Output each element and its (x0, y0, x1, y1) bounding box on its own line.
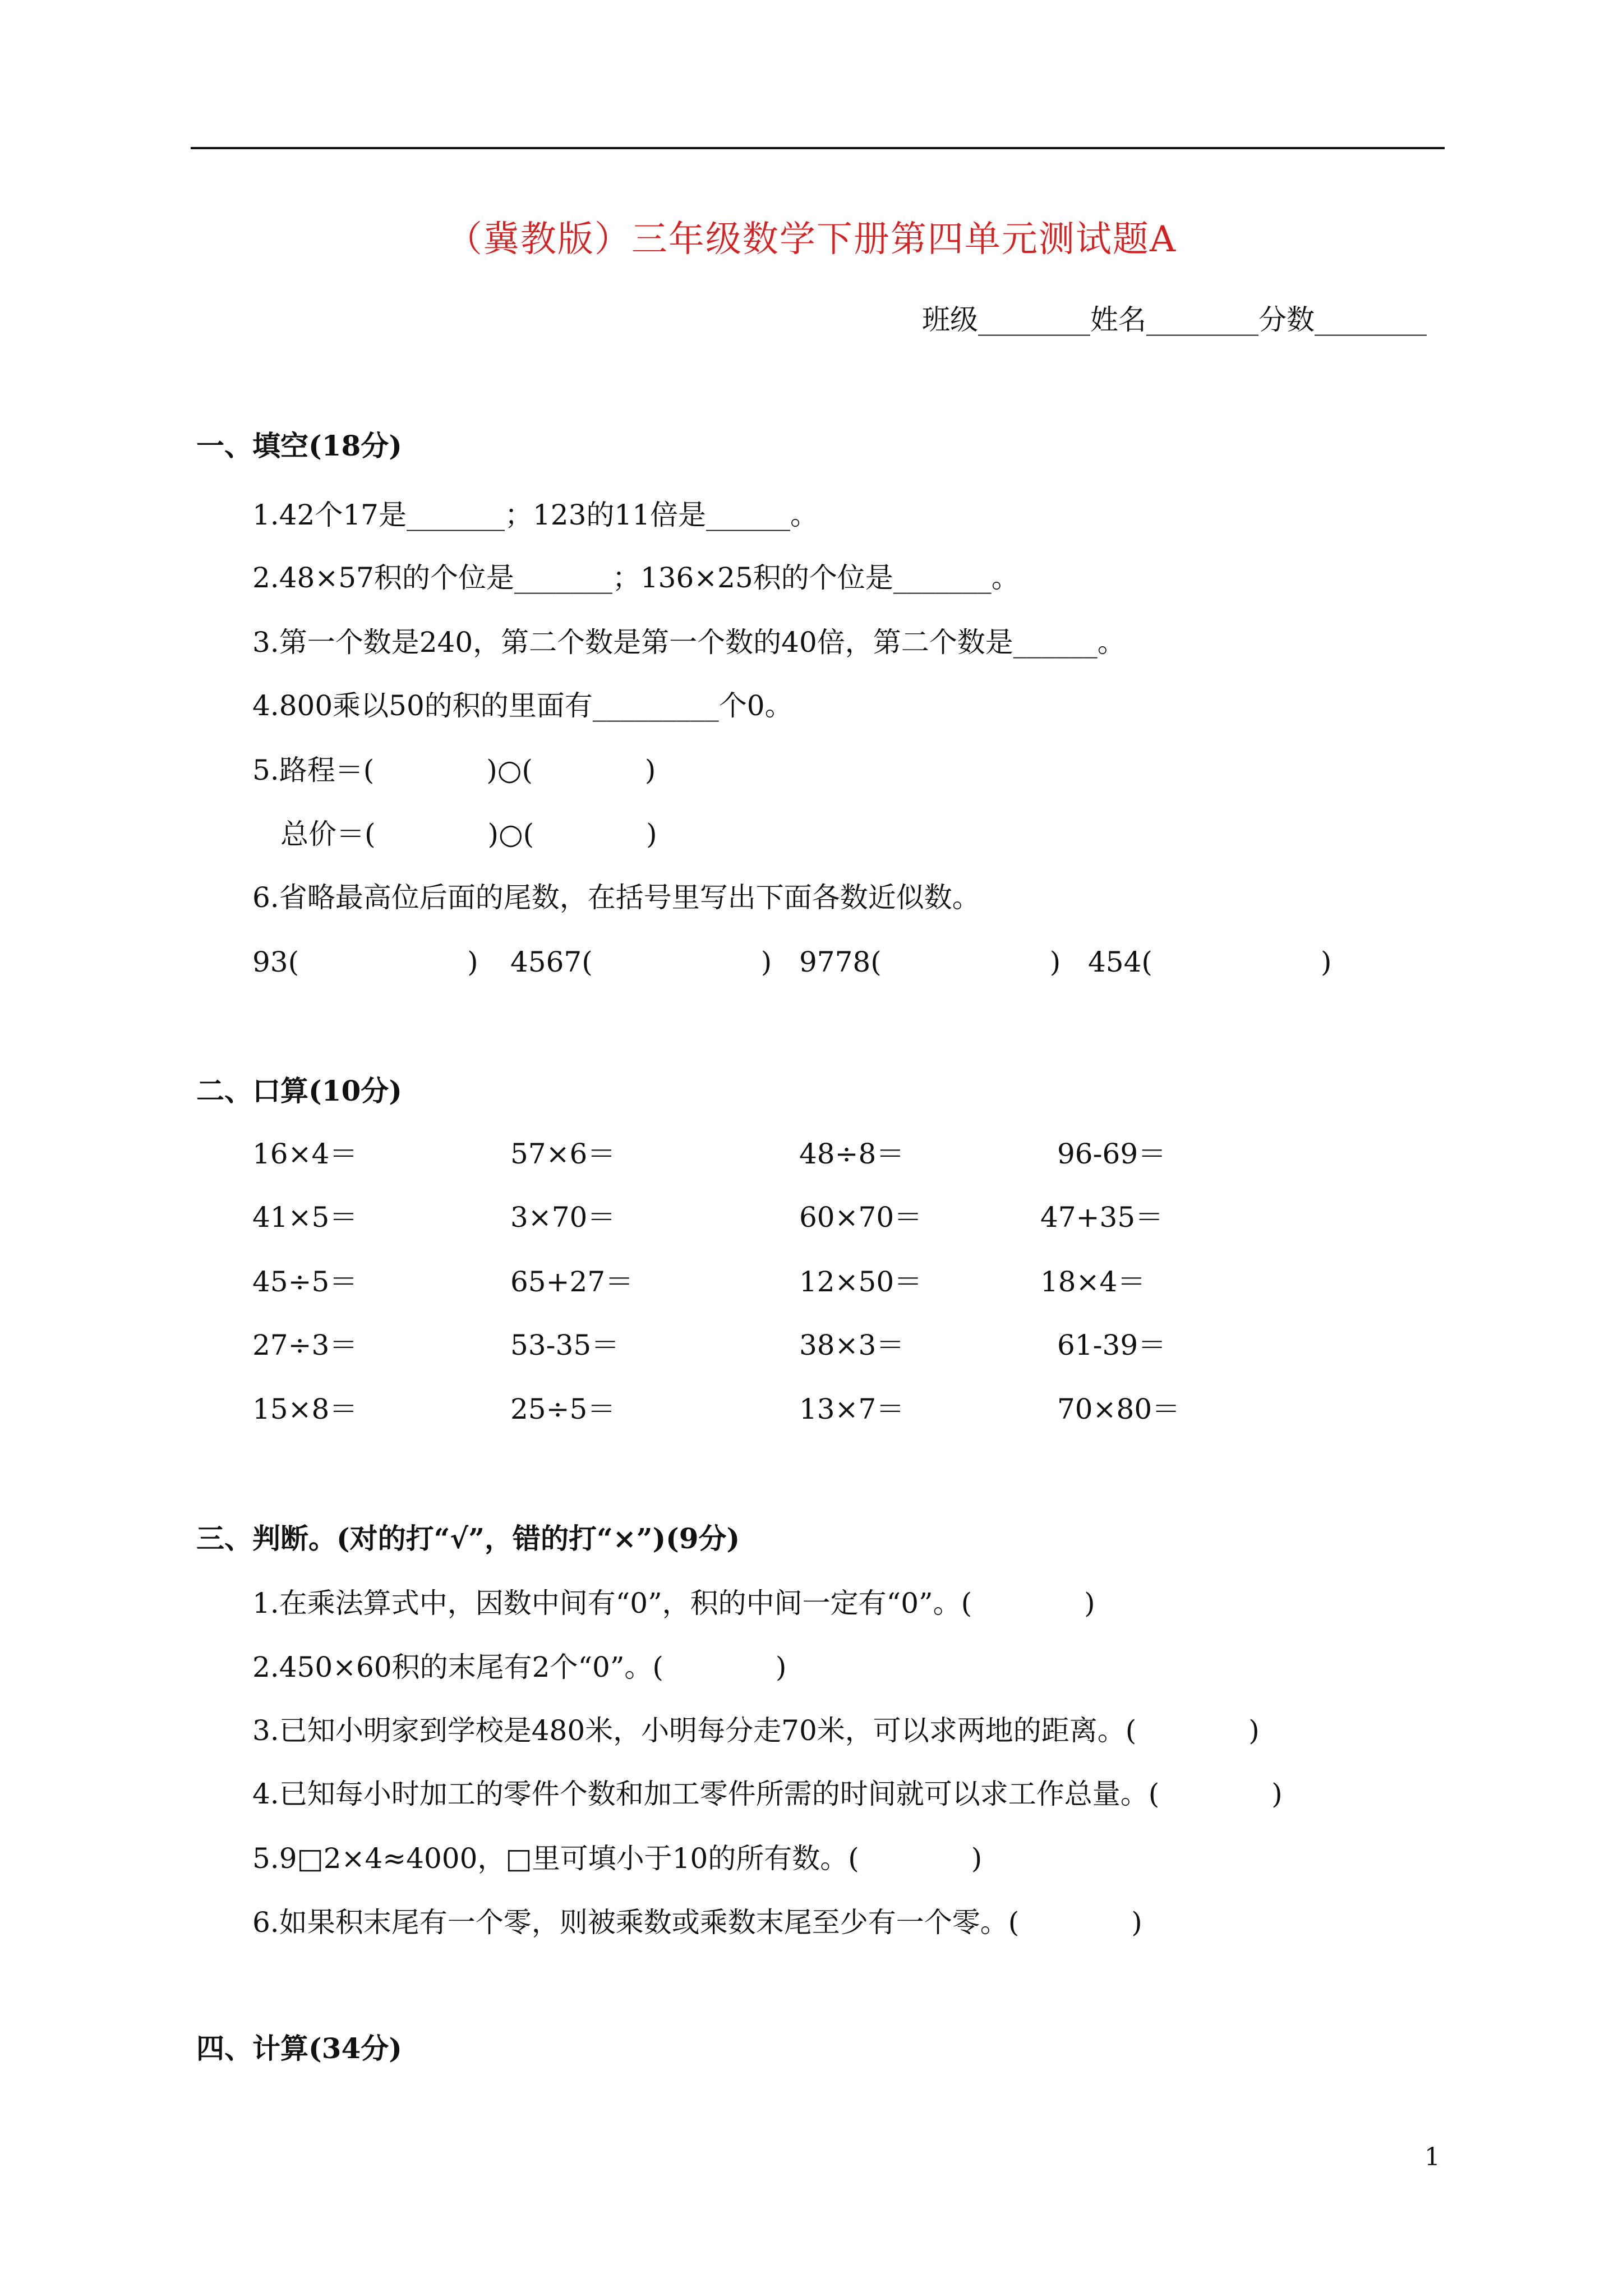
mental-math-item: 96-69＝ (1057, 1138, 1166, 1170)
judgment-item: 1.在乘法算式中，因数中间有“0”，积的中间一定有“0”。( ) (252, 1587, 1095, 1619)
mental-math-item: 61-39＝ (1057, 1329, 1166, 1361)
mental-math-item: 70×80＝ (1057, 1393, 1181, 1425)
page-number: 1 (1424, 2143, 1440, 2171)
mental-math-item: 57×6＝ (510, 1138, 616, 1170)
mental-math-item: 25÷5＝ (510, 1393, 616, 1425)
judgment-item: 4.已知每小时加工的零件个数和加工零件所需的时间就可以求工作总量。( ) (252, 1778, 1283, 1810)
judgment-item: 3.已知小明家到学校是480米，小明每分走70米，可以求两地的距离。( ) (252, 1714, 1260, 1747)
question-item: 总价＝( )○( ) (252, 818, 657, 850)
header-rule (191, 147, 1445, 149)
mental-math-item: 15×8＝ (252, 1393, 358, 1425)
approx-item: 454( ) (1088, 946, 1332, 978)
judgment-item: 2.450×60积的末尾有2个“0”。( ) (252, 1651, 787, 1683)
mental-math-item: 47+35＝ (1040, 1201, 1164, 1234)
approx-item: 4567( ) (510, 946, 772, 978)
judgment-item: 6.如果积末尾有一个零，则被乘数或乘数末尾至少有一个零。( ) (252, 1906, 1142, 1939)
question-item: 1.42个17是_______；123的11倍是______。 (252, 499, 819, 531)
approx-item: 93( ) (252, 946, 478, 978)
mental-math-item: 53-35＝ (510, 1329, 620, 1361)
question-item: 6.省略最高位后面的尾数，在括号里写出下面各数近似数。 (252, 881, 980, 914)
mental-math-item: 60×70＝ (799, 1201, 923, 1234)
mental-math-item: 12×50＝ (799, 1266, 923, 1298)
mental-math-item: 38×3＝ (799, 1329, 905, 1361)
mental-math-item: 48÷8＝ (799, 1138, 905, 1170)
section-heading-calculation: 四、计算(34分) (196, 2032, 402, 2065)
section-heading-true-false: 三、判断。(对的打“√”，错的打“×”)(9分) (196, 1522, 740, 1555)
question-item: 2.48×57积的个位是_______；136×25积的个位是_______。 (252, 562, 1020, 594)
page-title: （冀教版）三年级数学下册第四单元测试题A (446, 219, 1177, 260)
question-item: 3.第一个数是240，第二个数是第一个数的40倍，第二个数是______。 (252, 626, 1126, 659)
class-field[interactable]: 班级________ (922, 303, 1090, 336)
student-info (922, 297, 1427, 338)
approx-item: 9778( ) (799, 946, 1061, 978)
mental-math-item: 45÷5＝ (252, 1266, 358, 1298)
mental-math-item: 27÷3＝ (252, 1329, 358, 1361)
mental-math-item: 18×4＝ (1040, 1266, 1146, 1298)
mental-math-item: 3×70＝ (510, 1201, 616, 1234)
mental-math-item: 41×5＝ (252, 1201, 358, 1234)
question-item: 5.路程＝( )○( ) (252, 754, 656, 786)
name-field[interactable]: 姓名________ (1090, 303, 1258, 336)
mental-math-item: 13×7＝ (799, 1393, 905, 1425)
question-item: 4.800乘以50的积的里面有_________个0。 (252, 689, 793, 722)
mental-math-item: 16×4＝ (252, 1138, 358, 1170)
judgment-item: 5.9□2×4≈4000，□里可填小于10的所有数。( ) (252, 1842, 983, 1875)
section-heading-mental-math: 二、口算(10分) (196, 1074, 402, 1107)
score-field[interactable]: 分数________ (1258, 303, 1427, 336)
mental-math-item: 65+27＝ (510, 1266, 634, 1298)
section-heading-fill-blank: 一、填空(18分) (196, 429, 402, 462)
